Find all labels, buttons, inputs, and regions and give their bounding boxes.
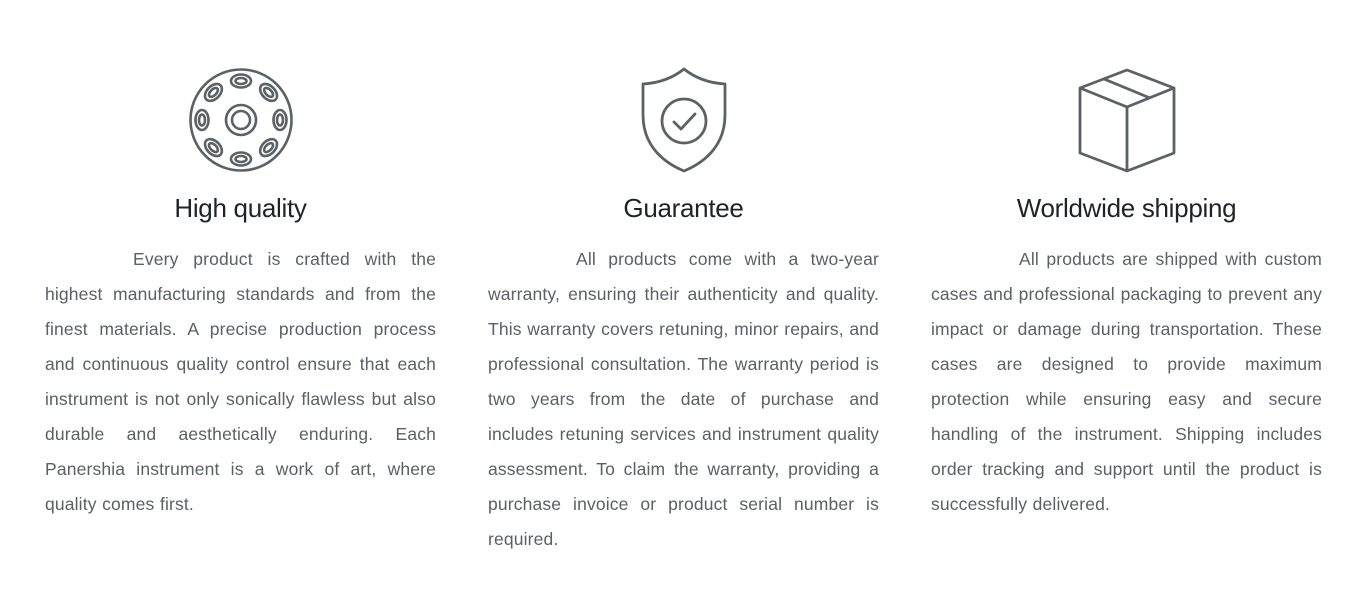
feature-high-quality [45,0,436,607]
feature-description: Every product is crafted with the highest manufacturing standards and from the finest materials. A precise production process and continuous quality control ensure that each instrument is not only sonically flawless but also durable and aesthetically enduring. Each Panershia instrument is a work of art, where quality comes first. [45,249,436,514]
drum-icon [186,66,296,174]
feature-title: High quality [174,193,307,223]
feature-description: All products come with a two-year warranty, ensuring their authenticity and quality. This warranty covers retuning, minor repairs, and professional consultation. The warranty period is two years from the date of purchase and includes retuning services and instrument quality assessment. To claim the warranty, providing a purchase invoice or product serial number is required. [488,249,879,549]
feature-guarantee [488,0,879,607]
feature-worldwide-shipping [931,0,1322,607]
box-icon [1072,66,1182,174]
feature-description: All products are shipped with custom cases and professional packaging to prevent any impact or damage during transportation. These cases are designed to provide maximum protection while ensuring easy and secure handling of the instrument. Shipping includes order tracking and support until the product is successfully delivered. [931,249,1322,514]
shield-check-icon [629,66,739,174]
feature-title: Guarantee [623,193,744,223]
feature-title: Worldwide shipping [1016,193,1237,223]
